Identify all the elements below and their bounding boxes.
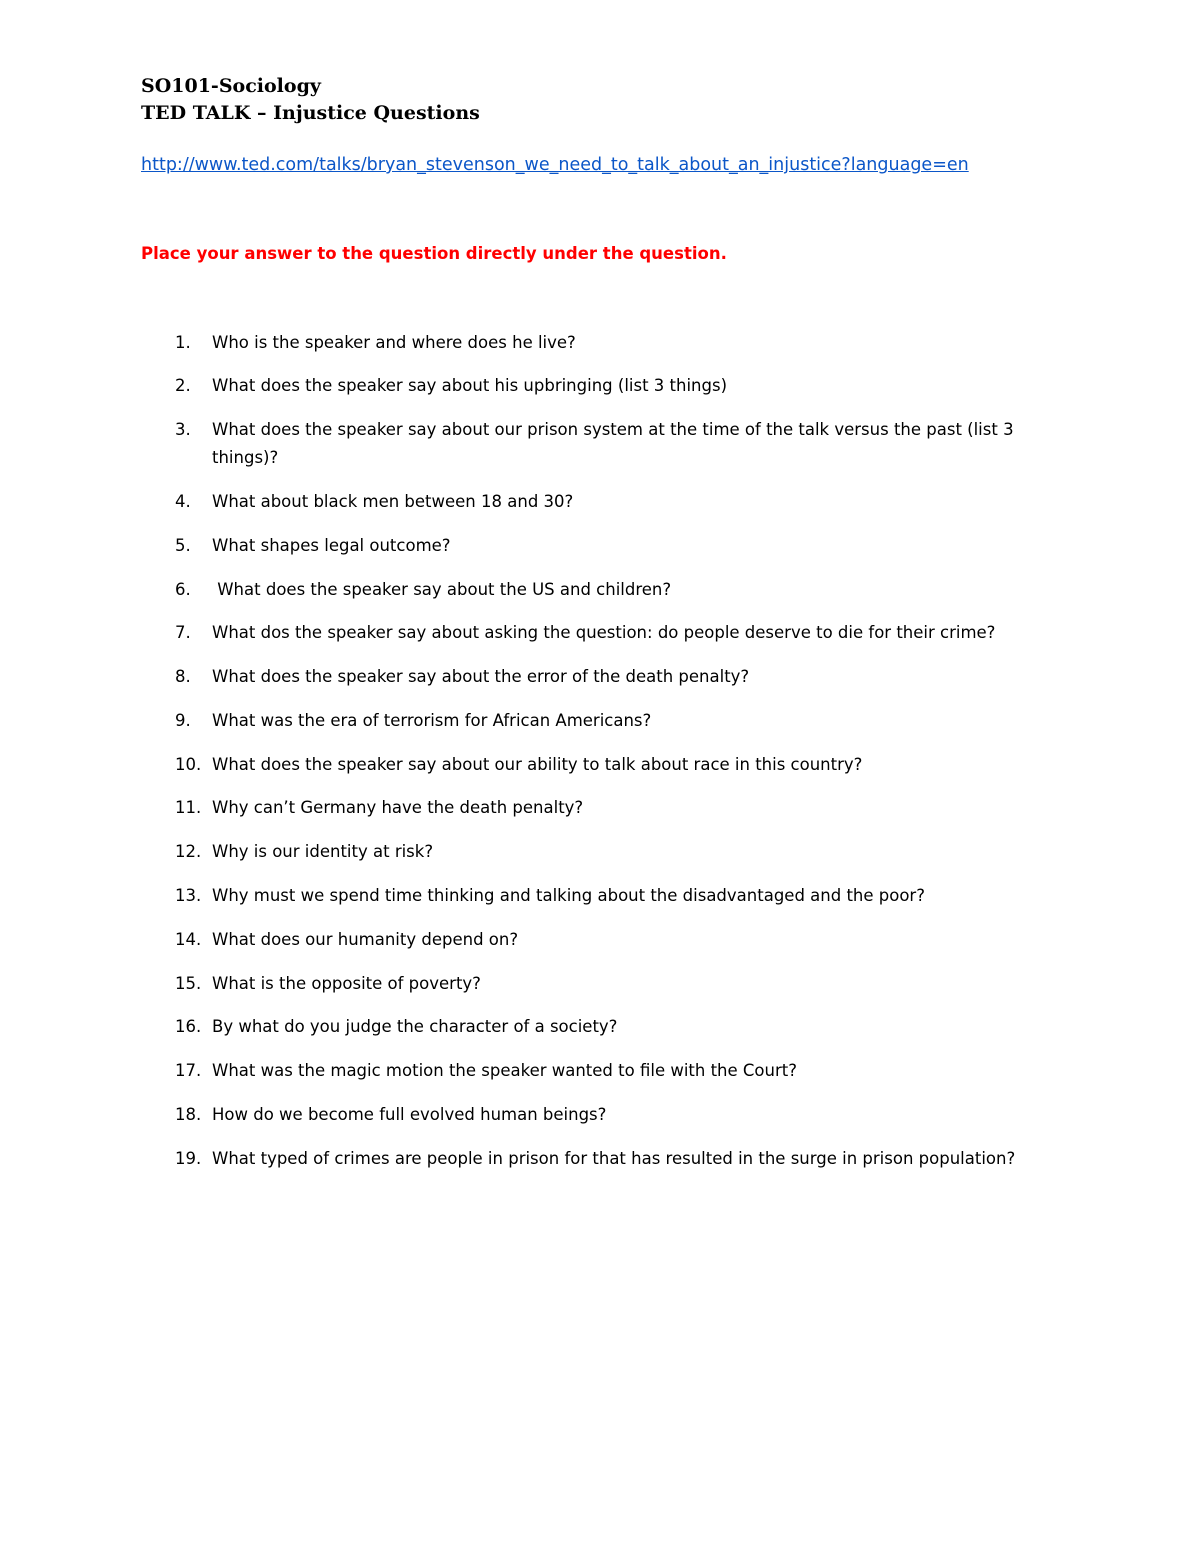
question-text: How do we become full evolved human beings? bbox=[212, 1105, 607, 1124]
question-text: Who is the speaker and where does he live? bbox=[212, 333, 576, 352]
question-number: 11. bbox=[175, 798, 202, 817]
question-text: What was the magic motion the speaker wanted to file with the Court? bbox=[212, 1061, 797, 1080]
course-title: SO101-Sociology bbox=[141, 75, 321, 97]
page-title: TED TALK – Injustice Questions bbox=[141, 102, 480, 124]
question-number: 19. bbox=[175, 1149, 202, 1168]
ted-talk-link[interactable]: http://www.ted.com/talks/bryan_stevenson_we_need_to_talk_about_an_injustice?language=en bbox=[141, 155, 969, 175]
question-text: What does the speaker say about the US and children? bbox=[212, 580, 672, 599]
question-text: What does the speaker say about the error of the death penalty? bbox=[212, 667, 750, 686]
question-number: 7. bbox=[175, 623, 191, 642]
question-number: 13. bbox=[175, 886, 202, 905]
question-number: 2. bbox=[175, 376, 191, 395]
question-number: 18. bbox=[175, 1105, 202, 1124]
question-number: 8. bbox=[175, 667, 191, 686]
question-number: 14. bbox=[175, 930, 202, 949]
question-number: 9. bbox=[175, 711, 191, 730]
question-number: 12. bbox=[175, 842, 202, 861]
question-number: 10. bbox=[175, 755, 202, 774]
question-number: 6. bbox=[175, 580, 191, 599]
question-number: 5. bbox=[175, 536, 191, 555]
question-text: What does our humanity depend on? bbox=[212, 930, 519, 949]
question-text: What does the speaker say about his upbringing (list 3 things) bbox=[212, 376, 728, 395]
question-text: Why can’t Germany have the death penalty? bbox=[212, 798, 584, 817]
question-text: What does the speaker say about our ability to talk about race in this country? bbox=[212, 755, 863, 774]
instruction-text: Place your answer to the question directly under the question. bbox=[141, 244, 727, 263]
question-text: Why must we spend time thinking and talking about the disadvantaged and the poor? bbox=[212, 886, 925, 905]
question-number: 1. bbox=[175, 333, 191, 352]
question-text: What shapes legal outcome? bbox=[212, 536, 451, 555]
question-text: What does the speaker say about our prison system at the time of the talk versus the past (list 3 things)? bbox=[212, 420, 1014, 467]
question-text: What is the opposite of poverty? bbox=[212, 974, 481, 993]
question-text: By what do you judge the character of a society? bbox=[212, 1017, 618, 1036]
question-number: 17. bbox=[175, 1061, 202, 1080]
question-number: 16. bbox=[175, 1017, 202, 1036]
question-text: What was the era of terrorism for African Americans? bbox=[212, 711, 652, 730]
question-number: 4. bbox=[175, 492, 191, 511]
question-text: Why is our identity at risk? bbox=[212, 842, 434, 861]
question-text: What about black men between 18 and 30? bbox=[212, 492, 574, 511]
question-text: What typed of crimes are people in prison for that has resulted in the surge in prison population? bbox=[212, 1149, 1016, 1168]
question-text: What dos the speaker say about asking the question: do people deserve to die for their crime? bbox=[212, 623, 996, 642]
question-number: 15. bbox=[175, 974, 202, 993]
question-number: 3. bbox=[175, 420, 191, 439]
